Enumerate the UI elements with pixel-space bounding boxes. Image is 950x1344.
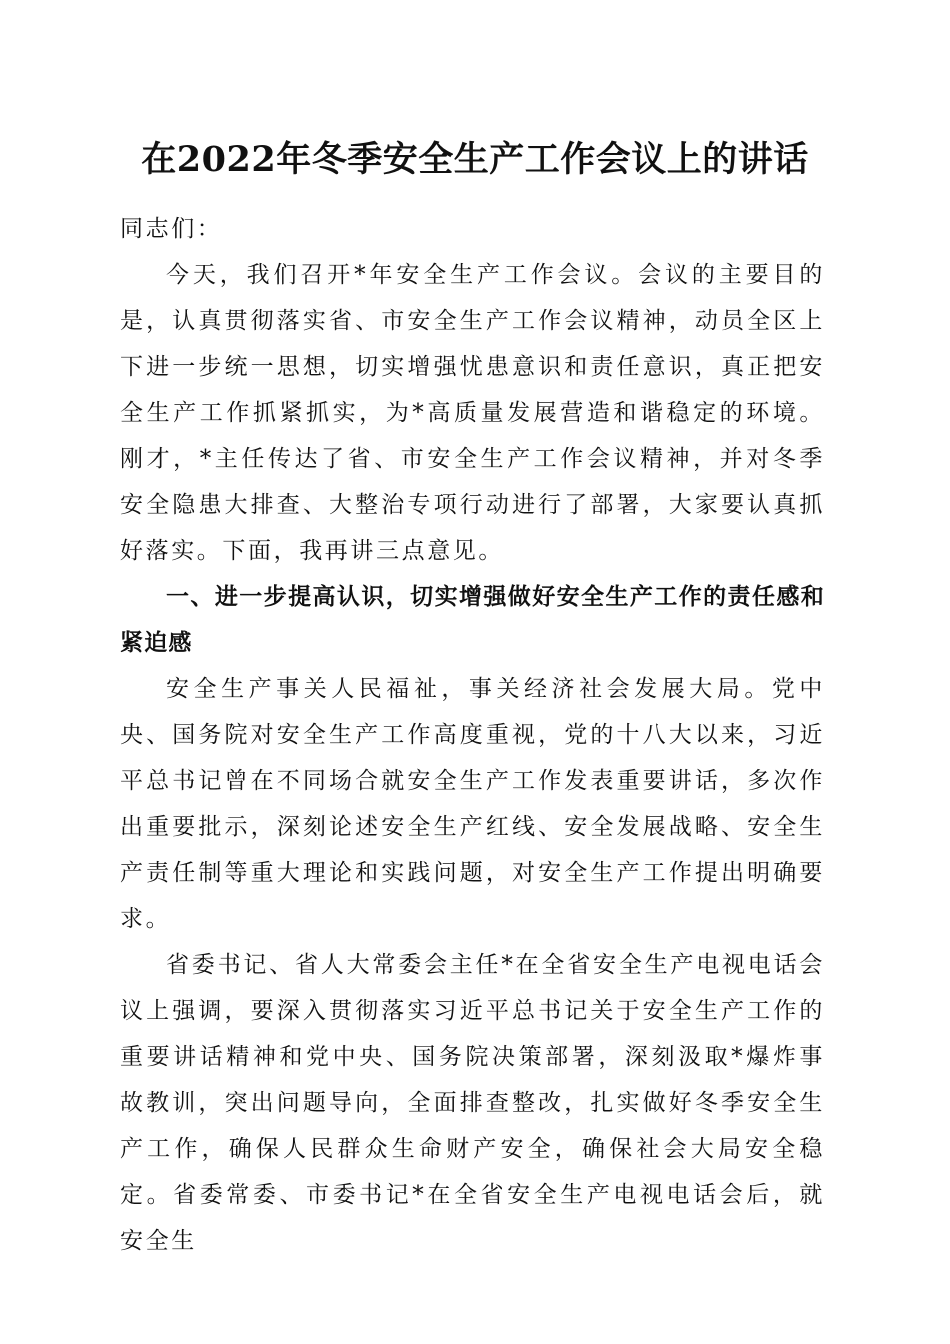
paragraph-central-directives: 安全生产事关人民福祉，事关经济社会发展大局。党中央、国务院对安全生产工作高度重视，党的十八大以来，习近平总书记曾在不同场合就安全生产工作发表重要讲话，多次作出重要批示，深刻论述安全生产红线、安全发展战略、安全生产责任制等重大理论和实践问题，对安全生产工作提出明确要求。 — [120, 676, 825, 932]
paragraph-provincial-directives: 省委书记、省人大常委会主任*在全省安全生产电视电话会议上强调，要深入贯彻落实习近平总书记关于安全生产工作的重要讲话精神和党中央、国务院决策部署，深刻汲取*爆炸事故教训，突出问题导向，全面排查整改，扎实做好冬季安全生产工作，确保人民群众生命财产安全，确保社会大局安全稳定。省委常委、市委书记*在全省安全生产电视电话会后，就安全生 — [120, 952, 825, 1254]
document-body — [120, 206, 825, 1264]
paragraph-opening: 今天，我们召开*年安全生产工作会议。会议的主要目的是，认真贯彻落实省、市安全生产工作会议精神，动员全区上下进一步统一思想，切实增强忧患意识和责任意识，真正把安全生产工作抓紧抓实，为*高质量发展营造和谐稳定的环境。刚才，*主任传达了省、市安全生产工作会议精神，并对冬季安全隐患大排查、大整治专项行动进行了部署，大家要认真抓好落实。下面，我再讲三点意见。 — [120, 262, 825, 564]
salutation: 同志们： — [120, 216, 223, 242]
document-title: 在2022年冬季安全生产工作会议上的讲话 — [141, 139, 809, 180]
section-heading-1: 一、进一步提高认识，切实增强做好安全生产工作的责任感和紧迫感 — [120, 584, 825, 656]
